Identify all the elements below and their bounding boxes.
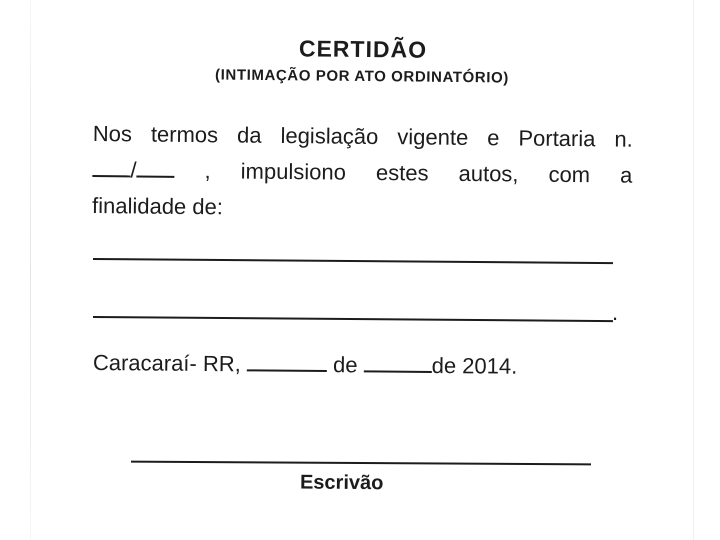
signature-label: Escrivão <box>299 471 384 495</box>
body-word: da <box>236 122 262 148</box>
body-line-2 <box>92 152 632 194</box>
date-place: Caracaraí- RR, <box>92 350 241 377</box>
closing-period: . <box>612 300 619 325</box>
body-comma: , <box>204 158 211 184</box>
document-title: CERTIDÃO <box>298 35 428 63</box>
body-word: vigente <box>397 124 469 150</box>
body-word: com <box>548 161 591 188</box>
date-year: de 2014. <box>431 352 518 379</box>
date-line <box>93 350 518 380</box>
body-paragraph <box>92 116 633 230</box>
body-word: termos <box>150 121 219 148</box>
day-blank <box>247 351 327 372</box>
portaria-blank-1 <box>92 155 130 177</box>
body-word: estes <box>375 159 429 186</box>
portaria-number-blank <box>92 152 174 189</box>
document-subtitle: (INTIMAÇÃO POR ATO ORDINATÓRIO) <box>214 66 510 87</box>
finalidade-blank-line-2 <box>93 316 613 322</box>
body-word: a <box>619 162 633 188</box>
body-word: impulsiono <box>240 158 347 185</box>
body-word: Nos <box>92 120 133 147</box>
body-word: autos, <box>458 160 519 187</box>
body-word: n. <box>614 126 633 152</box>
body-word: legislação <box>280 122 379 149</box>
body-line-3: finalidade de: <box>91 192 224 220</box>
finalidade-blank-line-1 <box>93 258 613 264</box>
body-line-1 <box>93 116 633 158</box>
date-de: de <box>332 352 358 378</box>
portaria-slash: / <box>130 157 137 183</box>
signature-line <box>131 461 591 466</box>
month-blank <box>364 352 432 373</box>
portaria-blank-2 <box>136 155 174 177</box>
body-word: e <box>487 125 500 151</box>
body-word: Portaria <box>518 125 596 152</box>
